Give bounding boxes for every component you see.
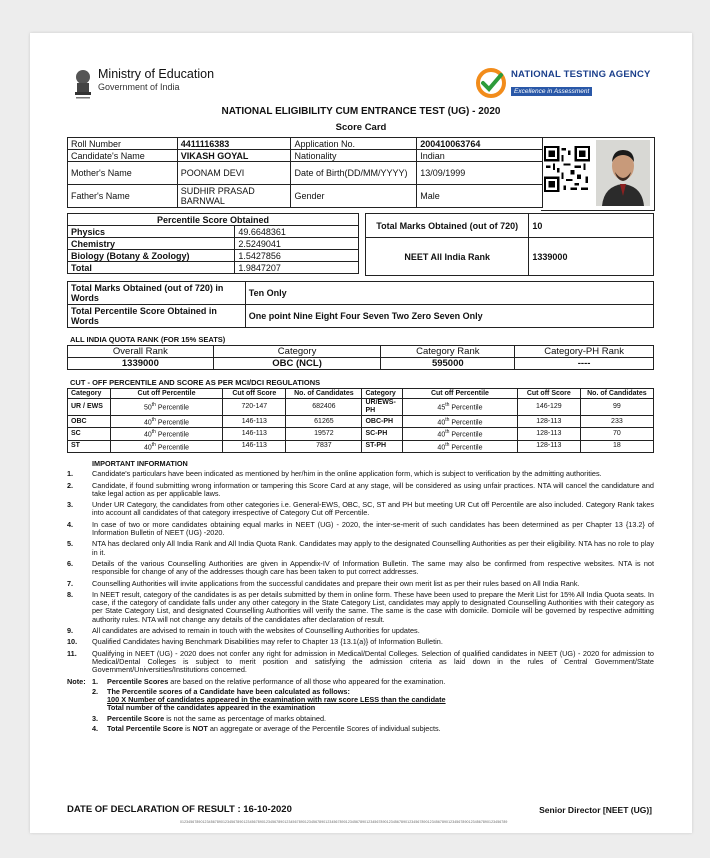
score-card-title: Score Card	[335, 122, 387, 133]
cutoff-category: OBC	[68, 416, 111, 428]
percentile-header: Percentile Score Obtained	[68, 214, 359, 226]
cutoff-header: Category	[68, 389, 111, 399]
cutoff-category: SC	[68, 428, 111, 440]
cutoff-score: 720-147	[223, 399, 286, 416]
signatory: Senior Director [NEET (UG)]	[539, 805, 652, 815]
cutoff-candidates: 99	[580, 399, 653, 416]
cutoff-score: 146-129	[517, 399, 580, 416]
application-number: 200410063764	[417, 138, 543, 150]
candidate-photo	[596, 140, 650, 206]
total-score: 1.9847207	[235, 262, 359, 274]
cutoff-percentile: 40th Percentile	[110, 416, 223, 428]
candidate-name: VIKASH GOYAL	[177, 150, 291, 162]
cutoff-percentile: 50th Percentile	[110, 399, 223, 416]
cutoff-header: Cut off Percentile	[403, 389, 518, 399]
cutoff-category: UR/EWS-PH	[362, 399, 403, 416]
ministry-header	[72, 68, 214, 106]
cutoff-percentile: 40th Percentile	[403, 416, 518, 428]
roll-label: Roll Number	[68, 138, 178, 150]
agency-name: NATIONAL TESTING AGENCY	[511, 68, 651, 80]
cutoff-candidates: 18	[580, 440, 653, 452]
category-ph-rank: ----	[515, 358, 654, 370]
percentile-score-table	[67, 213, 359, 274]
category: OBC (NCL)	[213, 358, 381, 370]
note-label: Note:	[67, 676, 86, 686]
aiq-header: Category Rank	[381, 346, 515, 358]
info-item: 11. Qualifying in NEET (UG) - 2020 does not confer any right for admission in Medical/Dental Colleges. Selection of qualified candidates in NEET (UG) - 2020 for admission to Medical/Dental Colleges is subject to merit position and satisfying the admission criteria as laid down in the rules of Central Government/State Government/Universities/Institutions concerned.	[67, 648, 654, 675]
info-item: 3. Under UR Category, the candidates from other categories i.e. General-EWS, OBC, SC, ST and PH but meeting UR Cut off Percentile are also included. Category Rank takes into account all candidates of that category irrespective of Category Cut off Percentile.	[67, 500, 654, 518]
total-marks-label: Total Marks Obtained (out of 720)	[366, 214, 529, 238]
ministry-name: Ministry of Education	[98, 67, 215, 81]
cutoff-header: Cut off Score	[223, 389, 286, 399]
candidate-info-table	[67, 137, 543, 208]
info-item: 1. Candidate's particulars have been indicated as mentioned by her/him in the online application form, which is subject to verification by the admitting authorities.	[67, 469, 602, 479]
total-marks: 10	[529, 214, 654, 238]
aiq-header: Overall Rank	[68, 346, 214, 358]
note-section	[67, 678, 654, 736]
info-item: 2. Candidate, if found submitting wrong information or tampering this Score Card at any stage, will be considered as using unfair practices. NTA will cancel the candidature and take legal action as per applicable laws.	[67, 480, 654, 498]
score-card-sheet	[30, 33, 692, 833]
agency-tagline: Excellence in Assessment	[511, 87, 592, 96]
cutoff-score: 128-113	[517, 416, 580, 428]
info-title: IMPORTANT INFORMATION	[92, 459, 188, 468]
all-india-rank: 1339000	[529, 238, 654, 276]
note-item: 3. Percentile Score is not the same as percentage of marks obtained.	[92, 713, 327, 723]
qr-code-icon	[544, 146, 590, 192]
cutoff-header: Cut off Score	[517, 389, 580, 399]
rank-label: NEET All India Rank	[366, 238, 529, 276]
info-item: 10. Qualified Candidates having Benchmark Disabilities may refer to Chapter 13 {13.1(a)} of Information Bulletin.	[67, 637, 443, 647]
info-item: 7. Counselling Authorities will invite applications from the successful candidates and prepare their own merit list as per their rules based on All India Rank.	[67, 578, 580, 588]
cutoff-percentile: 40th Percentile	[110, 440, 223, 452]
nta-logo-icon	[475, 67, 507, 99]
father-name: SUDHIR PRASAD BARNWAL	[177, 185, 291, 208]
aiq-title: ALL INDIA QUOTA RANK (FOR 15% SEATS)	[70, 335, 226, 344]
cutoff-category: OBC-PH	[362, 416, 403, 428]
government-name: Government of India	[98, 82, 180, 92]
date-of-birth: 13/09/1999	[417, 162, 543, 185]
father-label: Father's Name	[68, 185, 178, 208]
cutoff-candidates: 682406	[286, 399, 362, 416]
cutoff-percentile: 40th Percentile	[403, 440, 518, 452]
cutoff-header: No. of Candidates	[580, 389, 653, 399]
cutoff-score: 146-113	[223, 428, 286, 440]
cutoff-header: No. of Candidates	[286, 389, 362, 399]
national-emblem-icon	[72, 68, 94, 106]
note-item: 1. Percentile Scores are based on the relative performance of all those who appeared for the examination.	[92, 676, 446, 686]
info-item: 9. All candidates are advised to remain in touch with the websites of Counselling Authorities for updates.	[67, 626, 420, 636]
total-label: Total	[68, 262, 235, 274]
cutoff-title: CUT - OFF PERCENTILE AND SCORE AS PER MCI/DCI REGULATIONS	[70, 378, 321, 387]
info-item: 8. In NEET result, category of the candidates is as per details submitted by them in online form. These have been used to prepare the Merit List for 15% All India Quota seats. In case, if the category of candidate falls under any other category in the State Category List, candidates may apply to designated Counselling Authorities with their category as per State Category List, and designated Counselling Authorities will verify the same. The same is the case with domicile. Domicile will be governed by respective admitting authority rules. NTA will not change any details of the candidates after declaration of result.	[67, 589, 654, 624]
cutoff-category: ST	[68, 440, 111, 452]
cutoff-percentile: 45th Percentile	[403, 399, 518, 416]
cutoff-category: SC-PH	[362, 428, 403, 440]
nta-header	[475, 67, 651, 99]
nationality: Indian	[417, 150, 543, 162]
marks-words-label: Total Marks Obtained (out of 720) in Words	[68, 282, 246, 305]
cutoff-category: ST-PH	[362, 440, 403, 452]
biology-label: Biology (Botany & Zoology)	[68, 250, 235, 262]
mother-name: POONAM DEVI	[177, 162, 291, 185]
physics-score: 49.6648361	[235, 226, 359, 238]
name-label: Candidate's Name	[68, 150, 178, 162]
percentile-words-label: Total Percentile Score Obtained in Words	[68, 305, 246, 328]
cutoff-header: Category	[362, 389, 403, 399]
aiq-table	[67, 345, 654, 370]
gender-label: Gender	[291, 185, 417, 208]
nationality-label: Nationality	[291, 150, 417, 162]
cutoff-candidates: 70	[580, 428, 653, 440]
note-item: 2. The Percentile scores of a Candidate have been calculated as follows: 100 X Number of candidates appeared in the examination with raw score LESS than the candidate Total number of the candidates appeared in the examination	[92, 686, 446, 713]
words-table	[67, 281, 654, 328]
overall-rank: 1339000	[68, 358, 214, 370]
cutoff-candidates: 19572	[286, 428, 362, 440]
cutoff-percentile: 40th Percentile	[403, 428, 518, 440]
marks-rank-table	[365, 213, 654, 276]
roll-number: 4411116383	[177, 138, 291, 150]
aiq-header: Category	[213, 346, 381, 358]
cutoff-category: UR / EWS	[68, 399, 111, 416]
cutoff-score: 146-113	[223, 416, 286, 428]
cutoff-candidates: 7837	[286, 440, 362, 452]
important-information	[67, 460, 654, 735]
info-item: 6. Details of the various Counselling Authorities are given in Appendix-IV of Information Bulletin. The same may also be confirmed from respective websites. NTA is not responsible for change of any of the addresses though care has been taken to put correct addresses.	[67, 558, 654, 577]
biology-score: 1.5427856	[235, 250, 359, 262]
micro-text: 0123456789012345678901234567890123456789012345678901234567890123456789012345678901234567890123456789012345678901234567890123456789012345678901234567890123456789	[180, 820, 508, 824]
app-label: Application No.	[291, 138, 417, 150]
mother-label: Mother's Name	[68, 162, 178, 185]
info-item: 5. NTA has declared only All India Rank and All India Quota Rank. Candidates may apply to the designated Counselling Authorities as per their eligibility. NTA has no role to play in it.	[67, 539, 654, 557]
category-rank: 595000	[381, 358, 515, 370]
info-item: 4. In case of two or more candidates obtaining equal marks in NEET (UG) - 2020, the inter-se-merit of such candidates has been determined as per Chapter 13 {13.2} of Information Bulletin of NEET (UG) -2020.	[67, 519, 654, 538]
aiq-header: Category-PH Rank	[515, 346, 654, 358]
percentile-in-words: One point Nine Eight Four Seven Two Zero Seven Only	[245, 305, 653, 328]
declaration-date: DATE OF DECLARATION OF RESULT : 16-10-2020	[67, 804, 292, 815]
marks-in-words: Ten Only	[245, 282, 653, 305]
physics-label: Physics	[68, 226, 235, 238]
cutoff-score: 146-113	[223, 440, 286, 452]
cutoff-candidates: 233	[580, 416, 653, 428]
cutoff-score: 128-113	[517, 428, 580, 440]
chemistry-score: 2.5249041	[235, 238, 359, 250]
dob-label: Date of Birth(DD/MM/YYYY)	[291, 162, 417, 185]
cutoff-header: Cut off Percentile	[110, 389, 223, 399]
gender: Male	[417, 185, 543, 208]
cutoff-score: 128-113	[517, 440, 580, 452]
exam-title: NATIONAL ELIGIBILITY CUM ENTRANCE TEST (UG) - 2020	[221, 106, 501, 117]
cutoff-candidates: 61265	[286, 416, 362, 428]
chemistry-label: Chemistry	[68, 238, 235, 250]
note-item: 4. Total Percentile Score is NOT an aggregate or average of the Percentile Scores of individual subjects.	[92, 724, 441, 734]
cutoff-percentile: 40th Percentile	[110, 428, 223, 440]
cutoff-table	[67, 388, 654, 453]
